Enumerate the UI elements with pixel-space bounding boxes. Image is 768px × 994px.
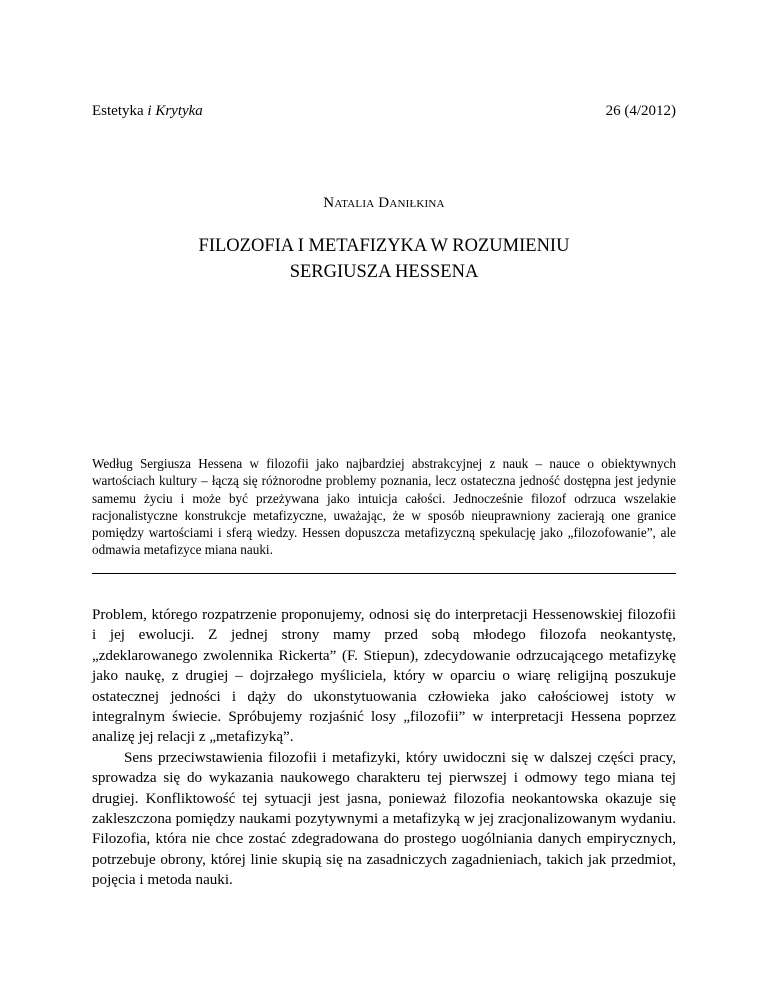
author-name: Natalia Daniłkina [323, 195, 445, 211]
issue-number: 26 (4/2012) [605, 103, 676, 119]
main-text [92, 605, 676, 891]
paragraph-1: Problem, którego rozpatrzenie proponujemy, odnosi się do interpretacji Hessenowskiej filozofii i jej ewolucji. Z jednej strony mamy przed sobą młodego filozofa neokantystę, „zdeklarowanego zwolennika Rickerta” (F. Stiepun), zdecydowanie odrzucającego metafizykę jako naukę, z drugiej – dojrzałego myśliciela, który w oparciu o wiarę religijną poszukuje ostatecznej jedności i dąży do ukonstytuowania człowieka jako całościowej istoty w integralnym świecie. Spróbujemy rozjaśnić losy „filozofii” w interpretacji Hessena poprzez analizę jej relacji z „metafizyką”. [92, 607, 676, 746]
paragraph-2: Sens przeciwstawienia filozofii i metafizyki, który uwidoczni się w dalszej części pracy, sprowadza się do wykazania naukowego charakteru tej pierwszej i odmowy tego miana tej drugiej. Konfliktowość tej sytuacji jest jasna, ponieważ filozofia neokantowska okazuje się zakleszczona pomiędzy naukami pozytywnymi a metafizyką w jej zracjonalizowanym wydaniu. Filozofia, która nie chce zostać zdegradowana do prostego uogólniania danych empirycznych, potrzebuje obrony, której linie skupią się na zasadniczych zagadnieniach, takich jak przedmiot, pojęcia i metoda nauki. [92, 749, 676, 889]
article-title [92, 233, 676, 285]
article-title-line-2: SERGIUSZA HESSENA [289, 262, 479, 282]
journal-name-italic-krytyka: Krytyka [155, 103, 203, 119]
running-header [92, 103, 676, 125]
abstract: Według Sergiusza Hessena w filozofii jako najbardziej abstrakcyjnej z nauk – nauce o obiektywnych wartościach kultury – łączą się różnorodne problemy poznania, lecz ostateczna jedność dostępna jest jedynie samemu życiu i może być przeżywana jako intuicja całości. Jednocześnie filozof odrzuca wszelakie racjonalistyczne konstrukcje metafizyczne, uważając, że w sposób nieuprawniony zacierają one granice pomiędzy wartościami i sferą wiedzy. Hessen dopuszcza metafizyczną spekulację jako „filozofowanie”, ale odmawia metafizyce miana nauki. [92, 456, 676, 558]
journal-name [92, 103, 203, 120]
article-title-line-1: FILOZOFIA I METAFIZYKA W ROZUMIENIU [198, 236, 570, 256]
journal-name-plain: Estetyka [92, 103, 148, 119]
separator-rule [92, 573, 676, 574]
journal-name-italic-i: i [147, 103, 152, 119]
